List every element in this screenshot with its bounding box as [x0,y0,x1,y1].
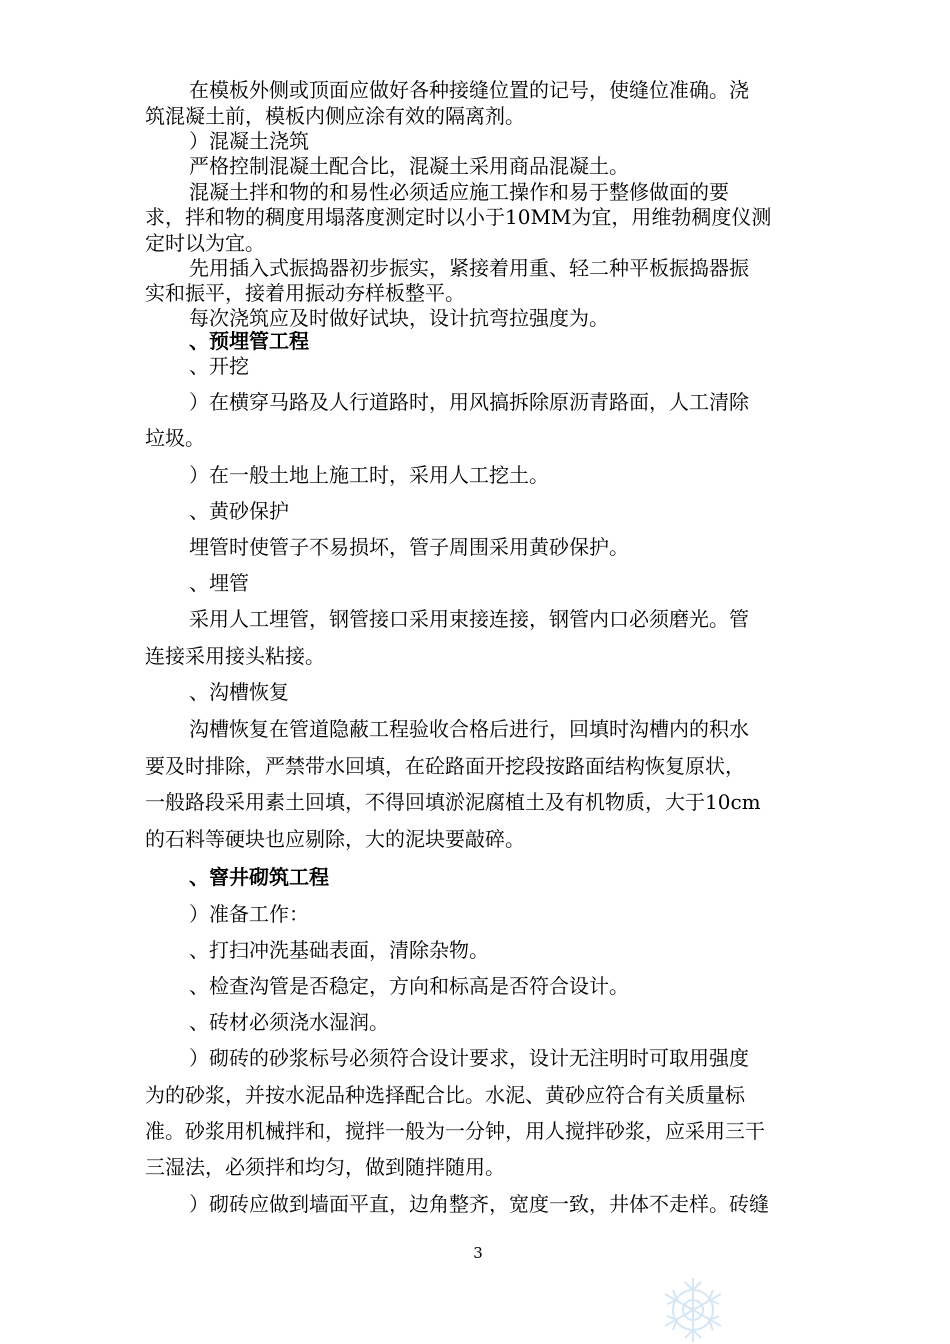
text-line: 要及时排除，严禁带水回填，在砼路面开挖段按路面结构恢复原状， [145,754,745,778]
subsection-heading: 、开挖 [189,354,249,378]
text-line: 准。砂浆用机械拌和，搅拌一般为一分钟，用人搅拌砂浆，应采用三干 [145,1119,765,1143]
text-line: 定时以为宜。 [145,231,265,255]
list-item: 、砖材必须浇水湿润。 [189,1010,389,1034]
text-line: 混凝土拌和物的和易性必须适应施工操作和易于整修做面的要 [189,180,729,204]
text-line: ）砌砖应做到墙面平直，边角整齐，宽度一致，井体不走样。砖缝 [189,1192,769,1216]
text-line: 的石料等硬块也应剔除，大的泥块要敲碎。 [145,827,525,851]
text-line: 求，拌和物的稠度用塌落度测定时以小于10MM为宜，用维勃稠度仪测 [145,205,772,229]
text-line: 三湿法，必须拌和均匀，做到随拌随用。 [145,1155,505,1179]
text-line: ）准备工作： [189,902,309,926]
subsection-heading: 、黄砂保护 [189,499,289,523]
text-line: 实和振平，接着用振动夯样板整平。 [145,281,465,305]
text-line: 连接采用接头粘接。 [145,644,325,668]
text-line: 在模板外侧或顶面应做好各种接缝位置的记号，使缝位准确。浇 [189,78,749,102]
text-line: 筑混凝土前，模板内侧应涂有效的隔离剂。 [145,104,525,128]
text-line: 采用人工埋管，钢管接口采用束接连接，钢管内口必须磨光。管 [189,607,749,631]
text-line: 为的砂浆，并按水泥品种选择配合比。水泥、黄砂应符合有关质量标 [145,1083,745,1107]
text-line: 垃圾。 [145,426,205,450]
list-item: 、打扫冲洗基础表面，清除杂物。 [189,938,489,962]
section-heading: 、窨井砌筑工程 [189,865,329,889]
list-item: 、检查沟管是否稳定，方向和标高是否符合设计。 [189,974,629,998]
text-line: 沟槽恢复在管道隐蔽工程验收合格后进行，回填时沟槽内的积水 [189,717,749,741]
subsection-heading: 、埋管 [189,571,249,595]
text-line: ）在横穿马路及人行道路时，用风搞拆除原沥青路面，人工清除 [189,390,749,414]
section-heading: 、预埋管工程 [189,329,309,353]
text-line: 每次浇筑应及时做好试块，设计抗弯拉强度为。 [189,306,609,330]
text-line: ）混凝土浇筑 [189,129,309,153]
text-line: 严格控制混凝土配合比，混凝土采用商品混凝土。 [189,154,629,178]
text-line: 埋管时使管子不易损坏，管子周围采用黄砂保护。 [189,535,629,559]
text-line: ）在一般土地上施工时，采用人工挖土。 [189,463,549,487]
subsection-heading: 、沟槽恢复 [189,680,289,704]
page-number: 3 [473,1244,483,1262]
snowflake-watermark-icon [655,1272,731,1344]
text-line: 先用插入式振捣器初步振实，紧接着用重、轻二种平板振捣器振 [189,256,749,280]
text-line: ）砌砖的砂浆标号必须符合设计要求，设计无注明时可取用强度 [189,1046,749,1070]
text-line: 一般路段采用素土回填，不得回填淤泥腐植土及有机物质，大于10cm [145,790,761,814]
